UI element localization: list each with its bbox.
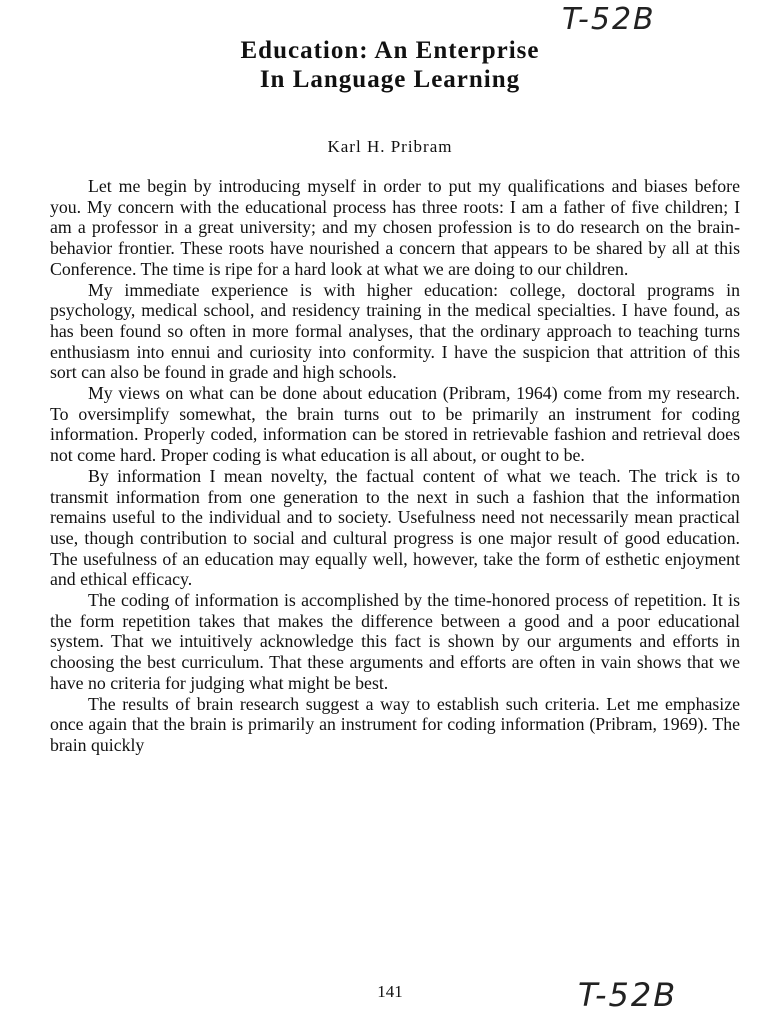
paragraph-6: The results of brain research suggest a way to establish such criteria. Let me emphasize once again that the brain is primarily an instrument for coding information (Pribram, 1969). The brain quickly <box>50 693 740 755</box>
paragraph-1: Let me begin by introducing myself in order to put my qualifications and biases before you. My concern with the educational process has three roots: I am a father of five children; I am a professor in a great university; and my chosen profession is to do research on the brain-behavior frontier. These roots have nourished a concern that appears to be shared by all at this Conference. The time is ripe for a hard look at what we are doing to our children. <box>50 176 740 279</box>
paragraph-5: The coding of information is accomplished by the time-honored process of repetition. It is the form repetition takes that makes the difference between a good and a poor educational system. That we intuitively acknowledge this fact is shown by our arguments and efforts in choosing the best curriculum. That these arguments and efforts are often in vain shows that we have no criteria for judging what might be best. <box>50 590 740 693</box>
paragraph-4: By information I mean novelty, the factual content of what we teach. The trick is to transmit information from one generation to the next in such a fashion that the information remains useful to the individual and to society. Usefulness need not necessarily mean practical use, though contribution to social and cultural progress is one major result of good education. The usefulness of an education may equally well, however, take the form of esthetic enjoyment and ethical efficacy. <box>50 465 740 590</box>
handwritten-annotation-top: T-52B <box>562 2 656 37</box>
author-name: Karl H. Pribram <box>327 137 453 156</box>
paragraph-2: My immediate experience is with higher education: college, doctoral programs in psychology, medical school, and residency training in the medical specialties. I have found, as has been found so often in more formal analyses, that the ordinary approach to teaching turns enthusiasm into ennui and curiosity into conformity. I have the suspicion that attrition of this sort can also be found in grade and high schools. <box>50 279 740 383</box>
article-title-line-1: Education: An Enterprise <box>240 37 540 64</box>
page-number: 141 <box>377 982 403 1001</box>
paragraph-3: My views on what can be done about education (Pribram, 1964) come from my research. To oversimplify somewhat, the brain turns out to be primarily an instrument for coding information. Properly coded, information can be stored in retrievable fashion and retrieval does not come hard. Proper coding is what education is all about, or ought to be. <box>50 383 740 466</box>
handwritten-annotation-bottom: T-52B <box>578 976 678 1014</box>
article-title-line-2: In Language Learning <box>259 66 521 93</box>
article-body <box>50 176 740 756</box>
